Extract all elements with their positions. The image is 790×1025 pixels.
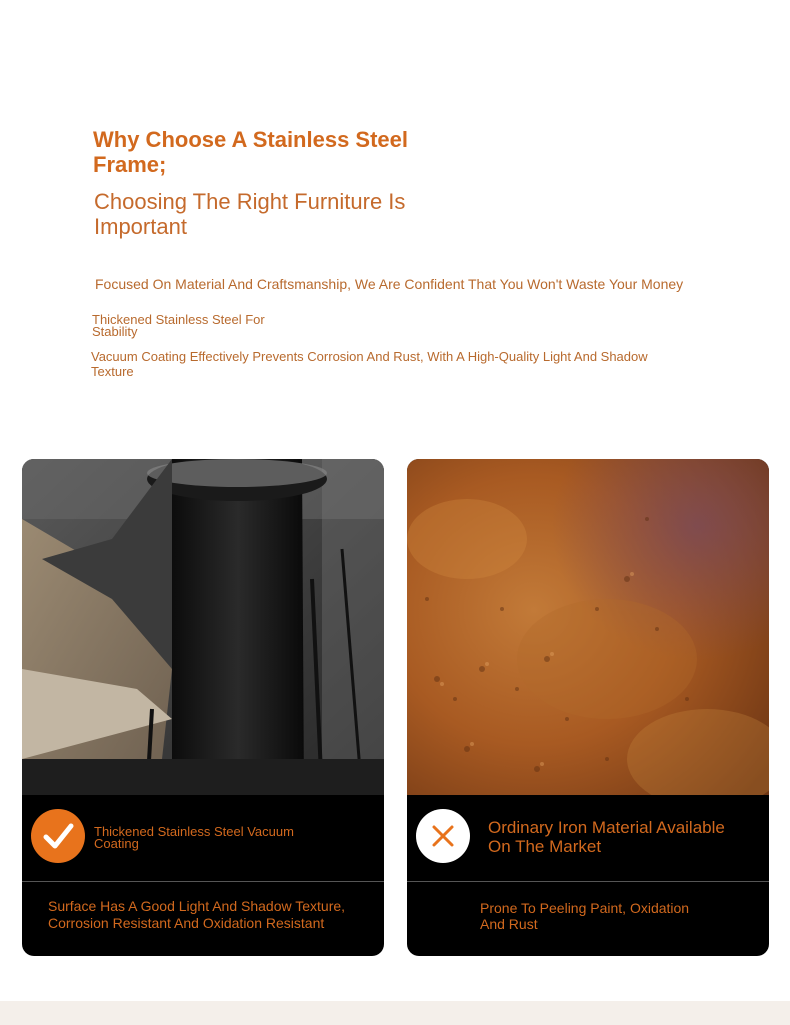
stainless-steel-card [22,459,384,956]
page-subtitle: Choosing The Right Furniture Is Important [94,189,406,239]
cross-icon [416,809,470,863]
stainless-description: Surface Has A Good Light And Shadow Texture, Corrosion Resistant And Oxidation Resistant [48,898,346,931]
iron-badge-row [407,795,769,882]
check-badge [31,809,85,863]
stainless-furniture-photo [22,459,384,795]
page-title: Why Choose A Stainless Steel Frame; [93,127,409,177]
ordinary-iron-card [407,459,769,956]
feature-coating: Vacuum Coating Effectively Prevents Corrosion And Rust, With A High-Quality Light And Shadow Texture [91,349,648,379]
cross-badge [416,809,470,863]
stainless-label: Thickened Stainless Steel Vacuum Coating [94,824,294,851]
check-icon [31,809,85,863]
iron-label: Ordinary Iron Material Available On The Market [488,818,725,856]
iron-description: Prone To Peeling Paint, Oxidation And Rust [480,900,690,932]
stainless-badge-row [22,795,384,882]
footer-band [0,1001,790,1025]
rusted-iron-photo [407,459,769,795]
intro-text: Focused On Material And Craftsmanship, We Are Confident That You Won't Waste Your Money [95,276,684,292]
feature-stability: Thickened Stainless Steel For Stability [92,312,265,339]
